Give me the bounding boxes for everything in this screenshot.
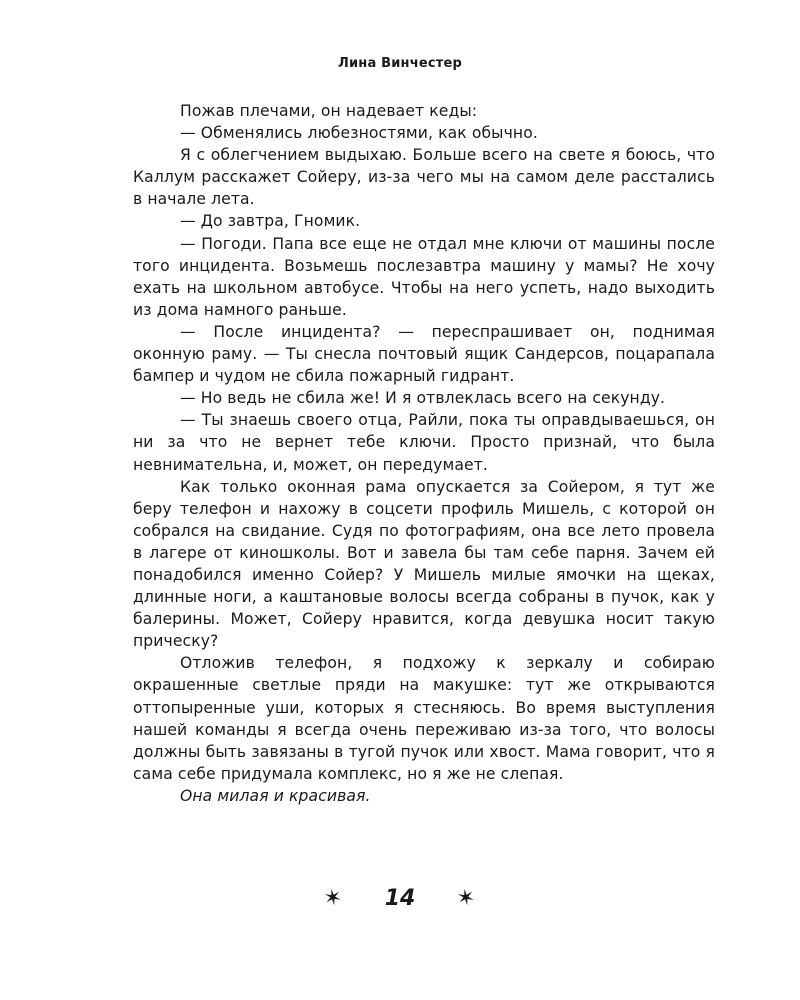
paragraph-10: Отложив телефон, я подхожу к зеркалу и собираю окрашенные светлые пряди на макушке: тут же открываются оттопыренные уши, которых я стесняюсь. Во время выступления нашей команды я всегда очень переживаю из-за того, что волосы должны быть завязаны в тугой пучок или хвост. Мама говорит, что я сама себе придумала комплекс, но я же не слепая. <box>133 654 715 783</box>
paragraph-5: — Погоди. Папа все еще не отдал мне ключи от машины после того инцидента. Возьмешь послезавтра машину у мамы? Не хочу ехать на школьном автобусе. Чтобы на него успеть, надо выходить из дома намного раньше. <box>133 234 715 319</box>
paragraph-9: Как только оконная рама опускается за Сойером, я тут же беру телефон и нахожу в соцсети профиль Мишель, с которой он собрался на свидание. Судя по фотографиям, она все лето провела в лагере от киношколы. Вот и завела бы там себе парня. Зачем ей понадобился именно Сойер? У Мишель милые ямочки на щеках, длинные ноги, а каштановые волосы всегда собраны в пучок, как у балерины. Может, Сойеру нравится, когда девушка носит такую прическу? <box>133 477 715 651</box>
book-text <box>133 100 715 807</box>
paragraph-2: — Обменялись любезностями, как обычно. <box>180 124 538 143</box>
paragraph-6: — После инцидента? — переспрашивает он, поднимая оконную раму. — Ты снесла почтовый ящик Сандерсов, поцарапала бампер и чудом не сбила пожарный гидрант. <box>133 322 715 386</box>
running-header-author: Лина Винчестер <box>337 56 463 71</box>
page-number: 14 <box>384 886 416 911</box>
paragraph-4: — До завтра, Гномик. <box>180 212 361 231</box>
star-ornament-right-icon: ✶ <box>455 884 478 913</box>
paragraph-7: — Но ведь не сбила же! И я отвлеклась всего на секунду. <box>180 389 666 408</box>
paragraph-8: — Ты знаешь своего отца, Райли, пока ты оправдываешься, он ни за что не вернет тебе ключи. Просто признай, что была невнимательна, и, может, он передумает. <box>133 411 715 474</box>
paragraph-3: Я с облегчением выдыхаю. Больше всего на свете я боюсь, что Каллум расскажет Сойеру, из-за чего мы на самом деле расстались в начале лета. <box>133 146 715 209</box>
star-ornament-left-icon: ✶ <box>322 884 345 913</box>
paragraph-11-italic: Она милая и красивая. <box>180 786 371 805</box>
page-footer <box>0 884 800 914</box>
paragraph-1: Пожав плечами, он надевает кеды: <box>180 102 478 120</box>
